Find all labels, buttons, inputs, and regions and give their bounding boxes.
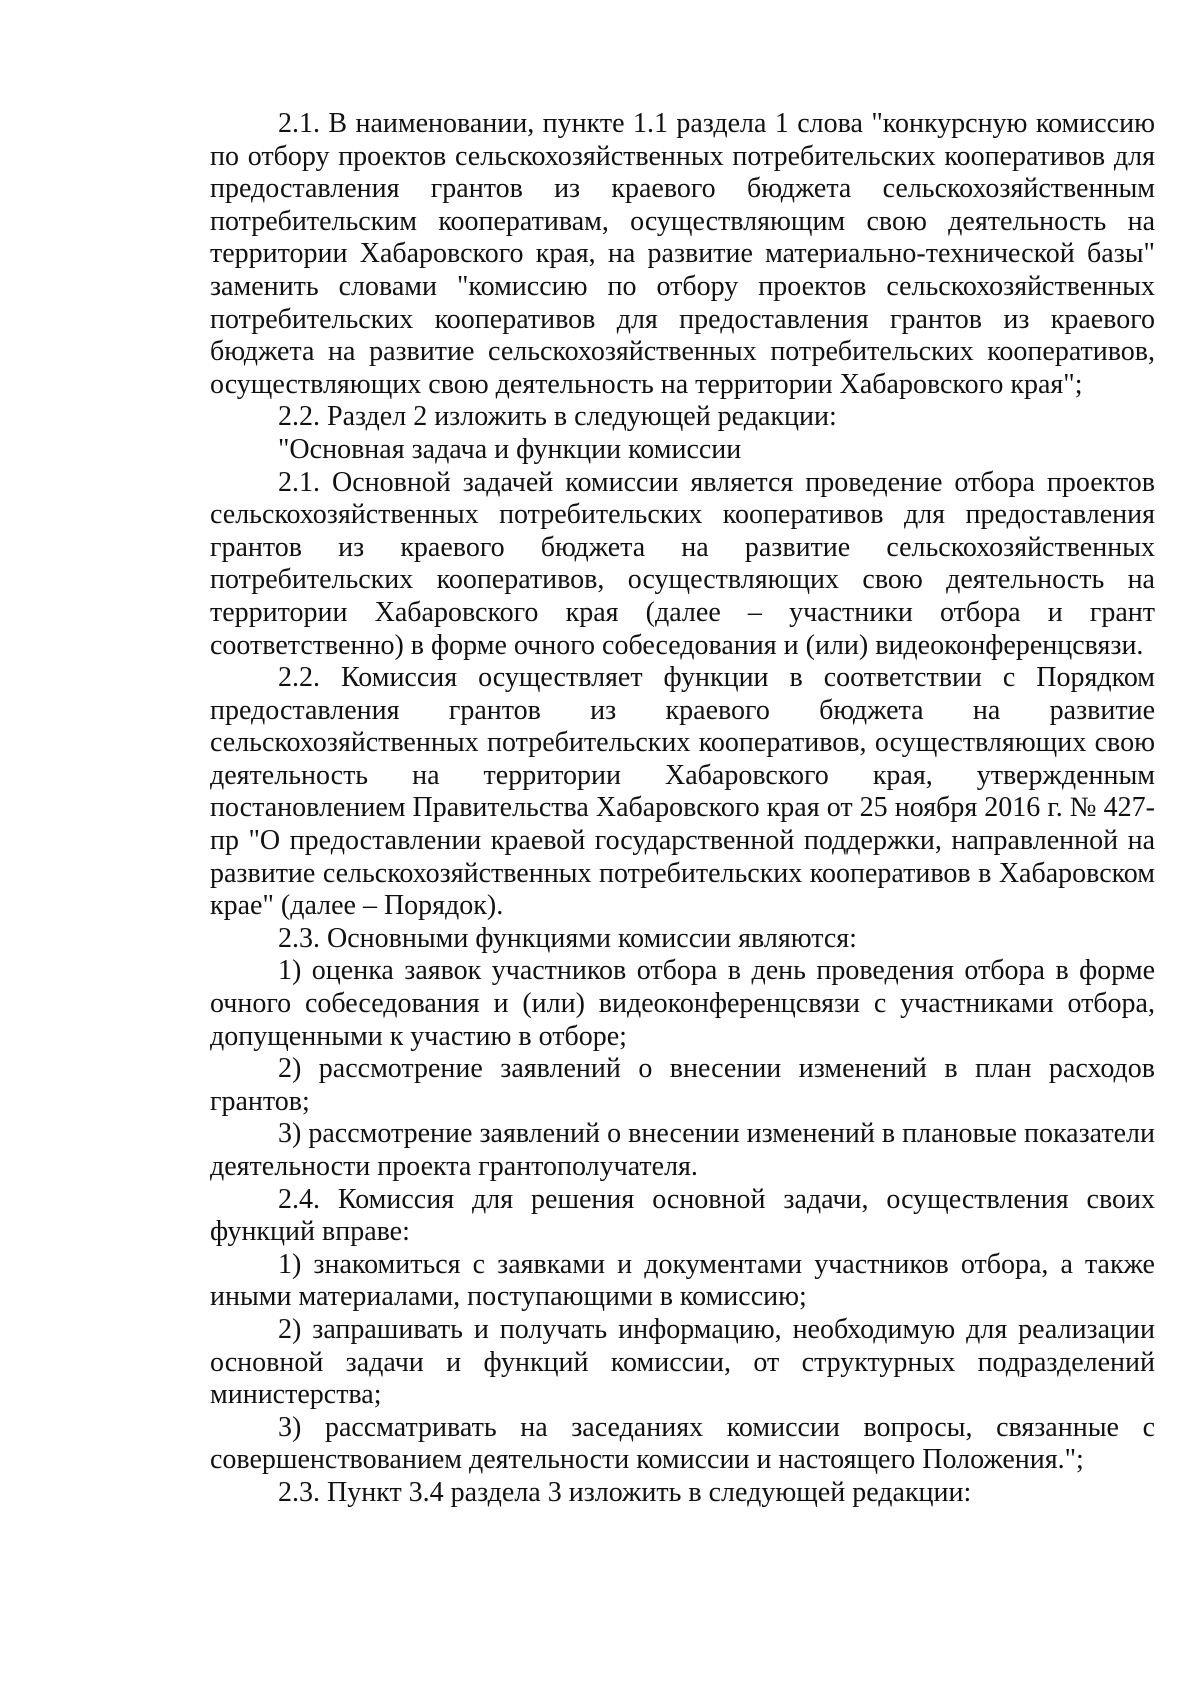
paragraph-main-task: 2.1. Основной задачей комиссии является проведение отбора проектов сельскохозяйственных потребительских кооперативов для предоставления грантов из краевого бюджета на развитие сельскохозяйственных потребительских кооперативов, осуществляющих свою деятельность на территории Хабаровского края (далее – участники отбора и грант соответственно) в форме очного собеседования и (или) видеоконференцсвязи. (210, 466, 1155, 661)
section-heading-main-task: "Основная задача и функции комиссии (278, 433, 742, 465)
paragraph-2-2-section-2: 2.2. Раздел 2 изложить в следующей редакции: (278, 401, 837, 433)
list-item-function-3: 3) рассмотрение заявлений о внесении изменений в плановые показатели деятельности проекта грантополучателя. (210, 1118, 1155, 1182)
document-body (210, 108, 1155, 1510)
paragraph-2-1-rename: 2.1. В наименовании, пункте 1.1 раздела 1 слова "конкурсную комиссию по отбору проектов сельскохозяйственных потребительских кооперативов для предоставления грантов из краевого бюджета сельскохозяйственным потребительским кооперативам, осуществляющим свою деятельность на территории Хабаровского края, на развитие материально-технической базы" заменить словами "комиссию по отбору проектов сельскохозяйственных потребительских кооперативов для предоставления грантов из краевого бюджета на развитие сельскохозяйственных потребительских кооперативов, осуществляющих свою деятельность на территории Хабаровского края"; (210, 108, 1155, 400)
list-item-function-2: 2) рассмотрение заявлений о внесении изменений в план расходов грантов; (210, 1053, 1155, 1117)
list-item-right-3: 3) рассматривать на заседаниях комиссии вопросы, связанные с совершенствованием деятельности комиссии и настоящего Положения."; (210, 1411, 1155, 1476)
paragraph-2-3-clause-3-4: 2.3. Пункт 3.4 раздела 3 изложить в следующей редакции: (278, 1476, 972, 1508)
paragraph-main-functions: 2.3. Основными функциями комиссии являются: (278, 922, 857, 954)
list-item-right-2: 2) запрашивать и получать информацию, необходимую для реализации основной задачи и функций комиссии, от структурных подразделений министерства; (210, 1313, 1155, 1411)
paragraph-commission-rights: 2.4. Комиссия для решения основной задачи, осуществления своих функций вправе: (210, 1183, 1155, 1248)
paragraph-functions-procedure: 2.2. Комиссия осуществляет функции в соответствии с Порядком предоставления грантов из краевого бюджета на развитие сельскохозяйственных потребительских кооперативов, осуществляющих свою деятельность на территории Хабаровского края, утвержденным постановлением Правительства Хабаровского края от 25 ноября 2016 г. № 427-пр "О предоставлении краевой государственной поддержки, направленной на развитие сельскохозяйственных потребительских кооперативов в Хабаровском крае" (далее – Порядок). (210, 662, 1155, 922)
list-item-right-1: 1) знакомиться с заявками и документами участников отбора, а также иными материалами, поступающими в комиссию; (210, 1248, 1155, 1313)
list-item-function-1: 1) оценка заявок участников отбора в день проведения отбора в форме очного собеседования и (или) видеоконференцсвязи с участниками отбора, допущенными к участию в отборе; (210, 955, 1155, 1052)
